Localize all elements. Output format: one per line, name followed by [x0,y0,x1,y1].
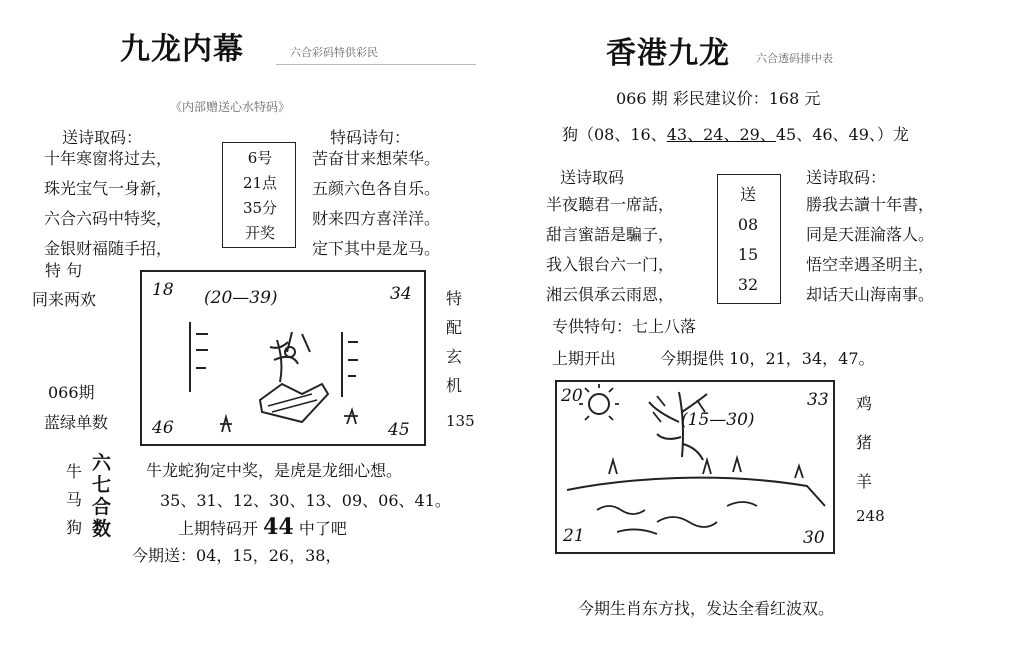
issue-hint: 蓝绿单数 [44,413,109,432]
sketch-range: (15—30) [681,410,755,430]
box-line: 送 [739,185,756,204]
box-line: 开奖 [244,224,275,242]
right-poem-label-right: 送诗取码： [806,168,887,187]
poem-line: 十年寒窗将过去， [44,149,173,168]
right-special-phrase: 专供特句：七上八落 [552,317,697,336]
poem-line: 甜言蜜語是騙子， [546,225,675,244]
label-char: 数 [92,518,112,540]
poem-line: 六合六码中特奖， [44,209,173,228]
box-line: 6号 [247,149,273,167]
right-poem-right [806,190,934,310]
box-line: 08 [737,215,759,234]
last-open-label: 上期开出 [552,349,617,368]
sketch-number-tl: 20 [561,386,583,406]
poem-line: 苦奋甘来想荣华。 [312,149,441,168]
poem-line: 五颜六色各自乐。 [312,179,441,198]
poem-line: 同是天涯淪落人。 [806,225,935,244]
poem-line: 悟空幸遇圣明主， [806,255,935,274]
right-sketch-drawing [557,382,833,552]
left-title-note: 六合彩码特供彩民 [290,46,378,59]
left-subtitle: 《内部赠送心水特码》 [170,100,291,114]
left-sketch-drawing [142,272,424,444]
sketch-number-br: 30 [803,528,825,548]
recommended-numbers [562,122,909,145]
box-line: 35分 [242,199,278,217]
right-poem-left [546,190,674,310]
provide-line: 今期提供 10，21，34，47。 [660,349,875,368]
animal-char: 羊 [856,472,873,491]
issue-number: 066期 [48,383,95,402]
box-line: 15 [737,245,759,264]
right-title-note: 六合透码排中表 [756,52,833,65]
zodiac-char: 马 [66,490,83,509]
zodiac-line: 牛龙蛇狗定中奖，是虎是龙细心想。 [146,461,403,480]
numbers-underlined: 43、24、29、 [666,125,776,144]
poem-line: 却话天山海南事。 [806,285,935,304]
last-issue-prefix: 上期特码开 [178,519,259,538]
six-seven-label [92,452,111,540]
sketch-number-bl: 21 [563,526,585,546]
left-sketch [140,270,426,446]
label-char: 合 [92,496,112,518]
right-send-numbers [717,180,779,300]
special-poem-label: 特码诗句： [330,128,411,147]
sketch-number-tl: 18 [152,280,174,300]
right-poem-label-left: 送诗取码 [560,168,625,187]
right-title: 香港九龙 [606,36,730,71]
last-issue-suffix: 中了吧 [298,519,347,538]
animal-char: 猪 [856,433,873,452]
zodiac-char: 狗 [66,518,83,537]
vertical-char: 配 [446,318,463,337]
sketch-number-bl: 46 [152,418,174,438]
special-phrase-label: 特 句 [45,261,83,280]
zodiac-column [66,458,82,542]
right-footer: 今期生肖东方找，发达全看红波双。 [578,599,835,618]
left-poem-label: 送诗取码： [62,128,143,147]
poem-line: 金银财福随手招， [44,239,173,258]
vertical-char: 特 [446,289,463,308]
label-char: 六 [92,452,112,474]
left-poem [44,144,172,264]
left-draw-time [240,146,280,246]
left-side-number: 135 [446,412,475,430]
vertical-hint [446,284,462,400]
numbers-line: 35、31、12、30、13、09、06、41。 [160,491,451,510]
numbers-prefix: 狗（08、16、 [562,125,667,144]
poem-line: 我入银台六一门， [546,255,675,274]
sketch-number-tr: 33 [807,390,829,410]
special-poem [312,144,440,264]
left-title: 九龙内幕 [120,32,244,67]
right-side-number: 248 [856,507,885,525]
poem-line: 湘云俱承云雨恩， [546,285,675,304]
price-line: 066 期 彩民建议价：168 元 [616,89,821,108]
right-sketch [555,380,835,554]
zodiac-char: 牛 [66,462,83,481]
poem-line: 财来四方喜洋洋。 [312,209,441,228]
box-line: 32 [737,275,759,294]
sketch-number-tr: 34 [390,284,412,304]
left-title-rule [276,64,476,65]
poem-line: 勝我去讀十年書， [806,195,935,214]
poem-line: 半夜聽君一席話， [546,195,675,214]
vertical-char: 玄 [446,347,463,366]
last-issue-number: 44 [263,514,294,540]
poem-line: 定下其中是龙马。 [312,239,441,258]
numbers-suffix: 45、46、49、）龙 [775,125,909,144]
today-send: 今期送：04，15，26，38， [132,546,342,565]
sketch-range: (20—39) [204,288,278,308]
vertical-char: 机 [446,376,463,395]
animal-char: 鸡 [856,394,873,413]
box-line: 21点 [242,174,278,192]
sketch-number-br: 45 [388,420,410,440]
last-issue-line [178,514,347,540]
special-phrase: 同来两欢 [32,290,97,309]
label-char: 七 [92,474,112,496]
right-animals [856,384,872,501]
poem-line: 珠光宝气一身新， [44,179,173,198]
